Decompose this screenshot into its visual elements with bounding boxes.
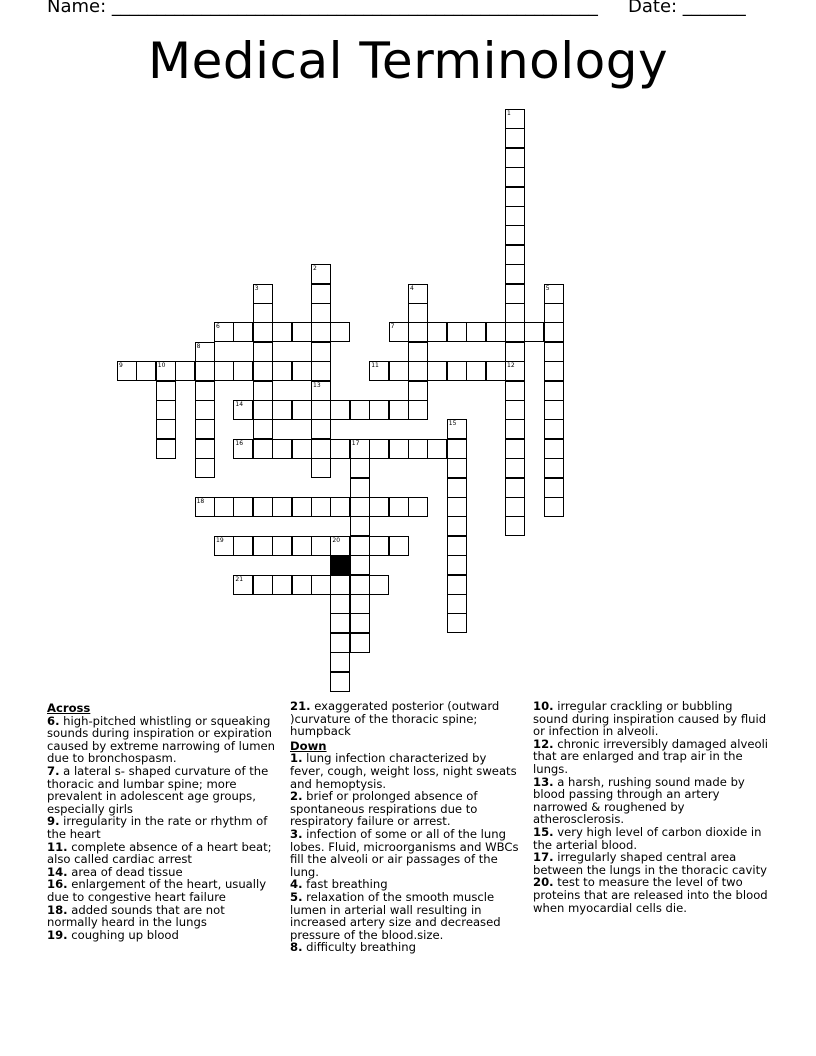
grid-cell[interactable]	[253, 342, 273, 362]
grid-cell[interactable]	[505, 342, 525, 362]
grid-cell[interactable]	[505, 478, 525, 498]
grid-cell[interactable]	[272, 322, 292, 342]
grid-cell[interactable]	[272, 361, 292, 381]
clue-number: 1.	[290, 751, 303, 766]
clue-number: 20	[332, 536, 341, 544]
grid-cell[interactable]	[292, 361, 312, 381]
grid-cell[interactable]	[427, 439, 447, 459]
grid-cell[interactable]	[311, 400, 331, 420]
down-clue	[533, 826, 769, 851]
clue-text: brief or prolonged absence of spontaneous respirations due to respiratory failure or arrest.	[290, 789, 478, 829]
grid-cell[interactable]	[505, 497, 525, 517]
across-clue	[47, 841, 279, 866]
grid-cell[interactable]	[544, 458, 564, 478]
grid-cell[interactable]	[195, 458, 215, 478]
grid-cell[interactable]	[330, 652, 350, 672]
grid-cell[interactable]	[195, 342, 215, 362]
grid-cell[interactable]	[330, 439, 350, 459]
grid-cell[interactable]	[195, 497, 215, 517]
grid-cell[interactable]	[330, 400, 350, 420]
grid-cell[interactable]	[330, 536, 350, 556]
down-clue	[533, 738, 769, 776]
grid-cell[interactable]	[447, 322, 467, 342]
clues-column-2	[290, 700, 520, 954]
clue-number: 3.	[290, 826, 303, 841]
clue-number: 17	[351, 439, 360, 447]
grid-cell[interactable]	[408, 400, 428, 420]
down-clue	[533, 700, 769, 738]
grid-cell[interactable]	[447, 497, 467, 517]
grid-cell[interactable]	[544, 478, 564, 498]
grid-cell[interactable]	[214, 536, 234, 556]
grid-cell[interactable]	[253, 497, 273, 517]
across-clue	[47, 765, 279, 815]
grid-cell[interactable]	[311, 419, 331, 439]
clue-text: irregularly shaped central area between the lungs in the thoracic cavity	[533, 850, 767, 877]
grid-cell[interactable]	[253, 575, 273, 595]
clue-number: 11	[371, 362, 379, 370]
grid-cell[interactable]	[408, 381, 428, 401]
grid-cell[interactable]	[544, 439, 564, 459]
grid-cell[interactable]	[233, 400, 253, 420]
grid-cell[interactable]	[195, 400, 215, 420]
grid-cell[interactable]	[505, 284, 525, 304]
grid-cell[interactable]	[505, 148, 525, 168]
clue-number: 7.	[47, 763, 60, 778]
clue-number: 2.	[290, 789, 303, 804]
grid-cell[interactable]	[369, 361, 389, 381]
grid-cell[interactable]	[544, 284, 564, 304]
grid-cell[interactable]	[350, 478, 370, 498]
clue-number: 1	[507, 110, 511, 117]
grid-cell[interactable]	[311, 264, 331, 284]
grid-cell[interactable]	[427, 322, 447, 342]
grid-cell[interactable]	[233, 575, 253, 595]
clue-number: 7	[390, 323, 395, 331]
down-clue	[290, 828, 520, 878]
grid-cell[interactable]	[272, 400, 292, 420]
grid-cell[interactable]	[253, 284, 273, 304]
grid-cell[interactable]	[544, 381, 564, 401]
grid-cell[interactable]	[156, 439, 176, 459]
grid-cell[interactable]	[389, 439, 409, 459]
clue-number: 14	[235, 401, 244, 408]
grid-cell[interactable]	[408, 322, 428, 342]
grid-cell[interactable]	[311, 439, 331, 459]
grid-cell[interactable]	[466, 361, 486, 381]
grid-cell[interactable]	[330, 594, 350, 614]
clue-number: 8.	[290, 940, 303, 955]
grid-cell[interactable]	[544, 419, 564, 439]
clue-number: 5.	[290, 889, 303, 904]
across-clue	[47, 815, 279, 840]
clue-text: chronic irreversibly damaged alveoli that are enlarged and trap air in the lungs.	[533, 736, 769, 776]
clue-number: 9	[119, 362, 123, 370]
grid-cell[interactable]	[389, 322, 409, 342]
grid-cell[interactable]	[272, 439, 292, 459]
grid-cell[interactable]	[350, 516, 370, 536]
page-title: Medical Terminology	[147, 32, 669, 90]
down-clue	[290, 790, 520, 828]
grid-cell[interactable]	[486, 361, 506, 381]
grid-cell[interactable]	[253, 303, 273, 323]
grid-cell[interactable]	[389, 497, 409, 517]
across-clue	[47, 929, 279, 942]
clue-text: irregularity in the rate or rhythm of the heart	[47, 814, 268, 841]
clue-text: lung infection characterized by fever, cough, weight loss, night sweats and hemoptysis.	[290, 751, 517, 791]
grid-cell[interactable]	[408, 284, 428, 304]
grid-cell[interactable]	[447, 439, 467, 459]
down-clue	[533, 876, 769, 914]
grid-cell[interactable]	[505, 225, 525, 245]
grid-cell[interactable]	[544, 361, 564, 381]
grid-cell[interactable]	[447, 555, 467, 575]
clue-number: 14.	[47, 864, 68, 879]
grid-cell[interactable]	[350, 633, 370, 653]
clue-text: difficulty breathing	[302, 940, 416, 955]
grid-cell[interactable]	[350, 497, 370, 517]
clues-column-1	[47, 700, 279, 941]
clue-text: irregular crackling or bubbling sound during inspiration caused by fluid or infection in alveoli.	[533, 699, 767, 739]
clue-number: 3	[254, 284, 259, 292]
grid-cell[interactable]	[486, 322, 506, 342]
grid-cell[interactable]	[505, 167, 525, 187]
grid-cell[interactable]	[389, 536, 409, 556]
grid-cell[interactable]	[272, 536, 292, 556]
clue-text: complete absence of a heart beat; also called cardiac arrest	[47, 839, 272, 867]
clue-number: 15	[448, 420, 457, 428]
grid-cell[interactable]	[195, 419, 215, 439]
clue-text: exaggerated posterior (outward )curvature of the thoracic spine; humpback	[290, 699, 500, 739]
grid-cell[interactable]	[292, 439, 312, 459]
grid-cell[interactable]	[447, 458, 467, 478]
grid-cell[interactable]	[505, 264, 525, 284]
grid-cell[interactable]	[311, 536, 331, 556]
clue-number: 17.	[533, 850, 554, 865]
grid-cell[interactable]	[136, 361, 156, 381]
clue-text: coughing up blood	[67, 927, 179, 942]
grid-cell[interactable]	[544, 400, 564, 420]
clue-text: a harsh, rushing sound made by blood passing through an artery narrowed & roughened by atherosclerosis.	[533, 774, 745, 827]
clue-text: a lateral s- shaped curvature of the thoracic and lumbar spine; more prevalent in adolescent age groups, especially girls	[47, 763, 269, 816]
grid-cell[interactable]	[544, 342, 564, 362]
grid-cell[interactable]	[311, 342, 331, 362]
grid-cell[interactable]	[253, 439, 273, 459]
grid-cell[interactable]	[369, 439, 389, 459]
grid-cell[interactable]	[466, 322, 486, 342]
grid-cell[interactable]	[350, 613, 370, 633]
grid-cell[interactable]	[311, 322, 331, 342]
grid-cell[interactable]	[311, 575, 331, 595]
grid-cell[interactable]	[156, 381, 176, 401]
grid-cell[interactable]	[505, 109, 525, 129]
grid-cell[interactable]	[292, 322, 312, 342]
grid-cell[interactable]	[369, 575, 389, 595]
grid-cell[interactable]	[350, 458, 370, 478]
clue-number: 13.	[533, 774, 554, 789]
clue-number: 19	[216, 536, 224, 544]
clue-number: 10	[157, 362, 166, 370]
grid-cell[interactable]	[505, 303, 525, 323]
clue-number: 4	[410, 284, 414, 292]
clue-text: area of dead tissue	[67, 864, 183, 879]
clue-number: 4.	[290, 877, 303, 892]
grid-cell[interactable]	[156, 400, 176, 420]
clue-number: 5	[545, 284, 550, 292]
grid-cell[interactable]	[330, 672, 350, 692]
across-clue	[47, 715, 279, 765]
grid-cell[interactable]	[330, 613, 350, 633]
grid-cell[interactable]	[214, 361, 234, 381]
grid-cell[interactable]	[447, 536, 467, 556]
grid-cell[interactable]	[233, 322, 253, 342]
grid-cell[interactable]	[311, 303, 331, 323]
grid-cell[interactable]	[408, 439, 428, 459]
down-clue-list-continued	[533, 700, 769, 914]
grid-cell[interactable]	[195, 381, 215, 401]
grid-cell[interactable]	[292, 575, 312, 595]
grid-cell[interactable]	[447, 575, 467, 595]
clue-number: 11.	[47, 839, 68, 854]
grid-cell[interactable]	[505, 458, 525, 478]
clue-number: 18.	[47, 902, 68, 917]
grid-cell[interactable]	[350, 536, 370, 556]
grid-cell[interactable]	[505, 245, 525, 265]
grid-cell[interactable]	[311, 497, 331, 517]
grid-cell[interactable]	[389, 400, 409, 420]
grid-cell[interactable]	[505, 128, 525, 148]
grid-cell[interactable]	[330, 322, 350, 342]
grid-cell[interactable]	[253, 419, 273, 439]
grid-cell[interactable]	[311, 361, 331, 381]
grid-cell[interactable]	[292, 536, 312, 556]
grid-cell[interactable]	[195, 361, 215, 381]
grid-cell[interactable]	[427, 361, 447, 381]
grid-cell[interactable]	[195, 439, 215, 459]
clues-column-3	[533, 700, 769, 914]
grid-cell[interactable]	[505, 400, 525, 420]
grid-cell[interactable]	[233, 536, 253, 556]
grid-cell[interactable]	[253, 381, 273, 401]
clue-number: 2	[313, 265, 317, 273]
down-clue-list	[290, 752, 520, 954]
clue-number: 6.	[47, 713, 60, 728]
grid-cell[interactable]	[350, 439, 370, 459]
name-field: Name: ______________________________________________________	[47, 0, 598, 17]
clue-number: 10.	[533, 699, 554, 713]
down-clue	[533, 776, 769, 826]
clue-number: 15.	[533, 824, 554, 839]
grid-cell[interactable]	[505, 439, 525, 459]
grid-cell[interactable]	[505, 516, 525, 536]
grid-cell[interactable]	[175, 361, 195, 381]
grid-cell[interactable]	[292, 400, 312, 420]
clue-number: 18	[196, 498, 205, 505]
grid-cell[interactable]	[505, 381, 525, 401]
grid-cell[interactable]	[330, 633, 350, 653]
grid-cell[interactable]	[272, 575, 292, 595]
grid-cell[interactable]	[350, 575, 370, 595]
grid-cell[interactable]	[408, 303, 428, 323]
grid-cell[interactable]	[330, 497, 350, 517]
clue-number: 21	[235, 575, 244, 583]
across-heading: Across	[47, 701, 91, 715]
clue-text: high-pitched whistling or squeaking sounds during inspiration or expiration caused by extreme narrowing of lumen due to bronchospasm.	[47, 713, 275, 766]
grid-cell[interactable]	[330, 575, 350, 595]
grid-cell[interactable]	[233, 439, 253, 459]
grid-cell[interactable]	[156, 419, 176, 439]
grid-cell[interactable]	[447, 419, 467, 439]
grid-cell[interactable]	[544, 497, 564, 517]
grid-cell[interactable]	[389, 361, 409, 381]
clue-number: 12	[507, 362, 515, 370]
grid-cell[interactable]	[311, 458, 331, 478]
grid-cell[interactable]	[253, 536, 273, 556]
clue-number: 8	[196, 342, 201, 350]
grid-cell[interactable]	[447, 361, 467, 381]
down-clue	[290, 891, 520, 941]
grid-cell[interactable]	[311, 284, 331, 304]
grid-cell[interactable]	[350, 555, 370, 575]
grid-cell[interactable]	[311, 381, 331, 401]
across-clue	[290, 700, 520, 738]
clue-text: added sounds that are not normally heard in the lungs	[47, 902, 225, 930]
grid-cell[interactable]	[214, 322, 234, 342]
clue-number: 16	[235, 439, 244, 447]
clue-number: 20.	[533, 875, 554, 890]
grid-cell[interactable]	[505, 419, 525, 439]
grid-cell[interactable]	[233, 361, 253, 381]
clue-number: 19.	[47, 927, 68, 942]
grid-cell[interactable]	[544, 303, 564, 323]
clue-text: enlargement of the heart, usually due to congestive heart failure	[47, 877, 267, 904]
clue-number: 9.	[47, 814, 60, 829]
grid-cell[interactable]	[233, 497, 253, 517]
clue-number: 16.	[47, 877, 68, 892]
clue-text: fast breathing	[302, 877, 388, 892]
grid-cell[interactable]	[505, 361, 525, 381]
grid-cell[interactable]	[253, 322, 273, 342]
down-clue	[533, 851, 769, 876]
grid-cell[interactable]	[408, 497, 428, 517]
grid-cell[interactable]	[156, 361, 176, 381]
grid-cell[interactable]	[253, 400, 273, 420]
grid-cell[interactable]	[214, 497, 234, 517]
clue-text: very high level of carbon dioxide in the arterial blood.	[533, 824, 762, 852]
grid-cell[interactable]	[369, 400, 389, 420]
grid-cell[interactable]	[447, 478, 467, 498]
grid-cell[interactable]	[408, 361, 428, 381]
grid-cell[interactable]	[544, 322, 564, 342]
grid-cell[interactable]	[369, 497, 389, 517]
across-clue-list	[47, 715, 279, 942]
down-clue	[290, 941, 520, 954]
clue-number: 21.	[290, 699, 311, 713]
across-clue	[47, 878, 279, 903]
grid-cell[interactable]	[253, 361, 273, 381]
clue-number: 6	[216, 323, 220, 331]
date-field: Date: _______	[628, 0, 746, 17]
clue-text: relaxation of the smooth muscle lumen in arterial wall resulting in increased artery size and decreased pressure of the blood.size.	[290, 889, 501, 942]
grid-cell[interactable]	[505, 322, 525, 342]
clue-text: infection of some or all of the lung lobes. Fluid, microorganisms and WBCs fill the alveoli or air passages of the lung.	[290, 826, 519, 879]
blocked-cell	[330, 555, 350, 575]
grid-cell[interactable]	[350, 594, 370, 614]
grid-cell[interactable]	[505, 206, 525, 226]
grid-cell[interactable]	[117, 361, 137, 381]
grid-cell[interactable]	[408, 342, 428, 362]
grid-cell[interactable]	[369, 536, 389, 556]
down-clue	[290, 752, 520, 790]
grid-cell[interactable]	[524, 322, 544, 342]
grid-cell[interactable]	[447, 594, 467, 614]
across-clue-list-continued	[290, 700, 520, 738]
grid-cell[interactable]	[447, 613, 467, 633]
grid-cell[interactable]	[447, 516, 467, 536]
down-heading: Down	[290, 738, 327, 753]
grid-cell[interactable]	[272, 497, 292, 517]
clue-number: 12.	[533, 736, 554, 751]
clue-number: 13	[313, 381, 321, 389]
grid-cell[interactable]	[292, 497, 312, 517]
grid-cell[interactable]	[505, 187, 525, 207]
grid-cell[interactable]	[350, 400, 370, 420]
clue-text: test to measure the level of two proteins that are released into the blood when myocardial cells die.	[533, 875, 768, 915]
across-clue	[47, 904, 279, 929]
